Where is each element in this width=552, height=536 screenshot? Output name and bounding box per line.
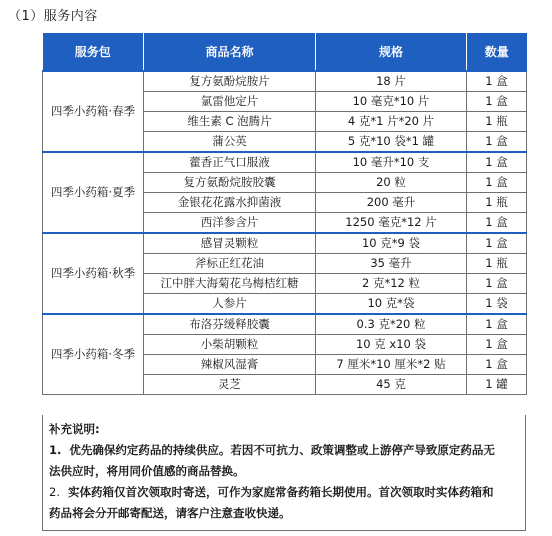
note-item-2 [49, 482, 519, 503]
product-spec: 35 毫升 [316, 254, 467, 274]
product-spec: 20 粒 [316, 173, 467, 193]
group-cell-winter: 四季小药箱·冬季 [43, 314, 144, 395]
header-spec: 规格 [316, 33, 467, 71]
product-spec: 10 克*袋 [316, 294, 467, 315]
table-body [43, 71, 527, 395]
notes-title: 补充说明: [49, 422, 100, 436]
product-qty: 1 盒 [467, 92, 527, 112]
header-quantity: 数量 [467, 33, 527, 71]
product-spec: 4 克*1 片*20 片 [316, 112, 467, 132]
product-spec: 10 毫克*10 片 [316, 92, 467, 112]
service-table [42, 33, 527, 395]
product-spec: 10 克*9 袋 [316, 233, 467, 254]
note-number: 1. [49, 443, 62, 457]
note-text: 实体药箱仅首次领取时寄送，可作为家庭常备药箱长期使用。首次领取时实体药箱和 [68, 485, 494, 499]
product-name: 江中胖大海菊花乌梅桔红糖 [144, 274, 316, 294]
note-number: 2. [49, 485, 60, 499]
product-qty: 1 盒 [467, 314, 527, 335]
product-qty: 1 盒 [467, 132, 527, 153]
product-spec: 1250 毫克*12 片 [316, 213, 467, 234]
product-name: 藿香正气口服液 [144, 152, 316, 173]
product-qty: 1 盒 [467, 152, 527, 173]
table-row [43, 314, 527, 335]
product-qty: 1 盒 [467, 233, 527, 254]
table-row [43, 152, 527, 173]
header-product: 商品名称 [144, 33, 316, 71]
product-spec: 10 毫升*10 支 [316, 152, 467, 173]
product-spec: 10 克 x10 袋 [316, 335, 467, 355]
product-name: 复方氨酚烷胺片 [144, 71, 316, 92]
product-spec: 18 片 [316, 71, 467, 92]
product-name: 蒲公英 [144, 132, 316, 153]
product-name: 辣椒风湿膏 [144, 355, 316, 375]
table-row [43, 233, 527, 254]
product-qty: 1 瓶 [467, 112, 527, 132]
product-spec: 45 克 [316, 375, 467, 395]
product-name: 灵芝 [144, 375, 316, 395]
product-qty: 1 盒 [467, 213, 527, 234]
product-spec: 2 克*12 粒 [316, 274, 467, 294]
product-spec: 0.3 克*20 粒 [316, 314, 467, 335]
product-qty: 1 盒 [467, 355, 527, 375]
product-name: 布洛芬缓释胶囊 [144, 314, 316, 335]
product-name: 感冒灵颗粒 [144, 233, 316, 254]
product-name: 金银花花露水抑菌液 [144, 193, 316, 213]
product-name: 人参片 [144, 294, 316, 315]
product-spec: 200 毫升 [316, 193, 467, 213]
supplementary-notes [42, 415, 526, 531]
product-name: 复方氨酚烷胺胶囊 [144, 173, 316, 193]
product-qty: 1 瓶 [467, 193, 527, 213]
product-spec: 7 厘米*10 厘米*2 贴 [316, 355, 467, 375]
note-item-1 [49, 440, 519, 461]
product-qty: 1 盒 [467, 173, 527, 193]
product-qty: 1 瓶 [467, 254, 527, 274]
product-qty: 1 罐 [467, 375, 527, 395]
group-cell-autumn: 四季小药箱·秋季 [43, 233, 144, 314]
group-cell-spring: 四季小药箱·春季 [43, 71, 144, 152]
product-name: 西洋参含片 [144, 213, 316, 234]
product-name: 氯雷他定片 [144, 92, 316, 112]
product-name: 斧标正红花油 [144, 254, 316, 274]
product-qty: 1 盒 [467, 274, 527, 294]
table-row [43, 71, 527, 92]
product-qty: 1 盒 [467, 71, 527, 92]
section-heading: （1）服务内容 [8, 9, 98, 24]
note-item-2-cont: 药品将会分开邮寄配送，请客户注意查收快递。 [49, 506, 291, 520]
group-cell-summer: 四季小药箱·夏季 [43, 152, 144, 233]
note-text: 优先确保约定药品的持续供应。若因不可抗力、政策调整或上游停产导致原定药品无 [69, 443, 495, 457]
note-item-1-cont: 法供应时，将用同价值感的商品替换。 [49, 464, 245, 478]
product-spec: 5 克*10 袋*1 罐 [316, 132, 467, 153]
product-qty: 1 盒 [467, 335, 527, 355]
product-name: 维生素 C 泡腾片 [144, 112, 316, 132]
table-header-row [43, 33, 527, 71]
product-qty: 1 袋 [467, 294, 527, 315]
header-package: 服务包 [43, 33, 144, 71]
product-name: 小柴胡颗粒 [144, 335, 316, 355]
